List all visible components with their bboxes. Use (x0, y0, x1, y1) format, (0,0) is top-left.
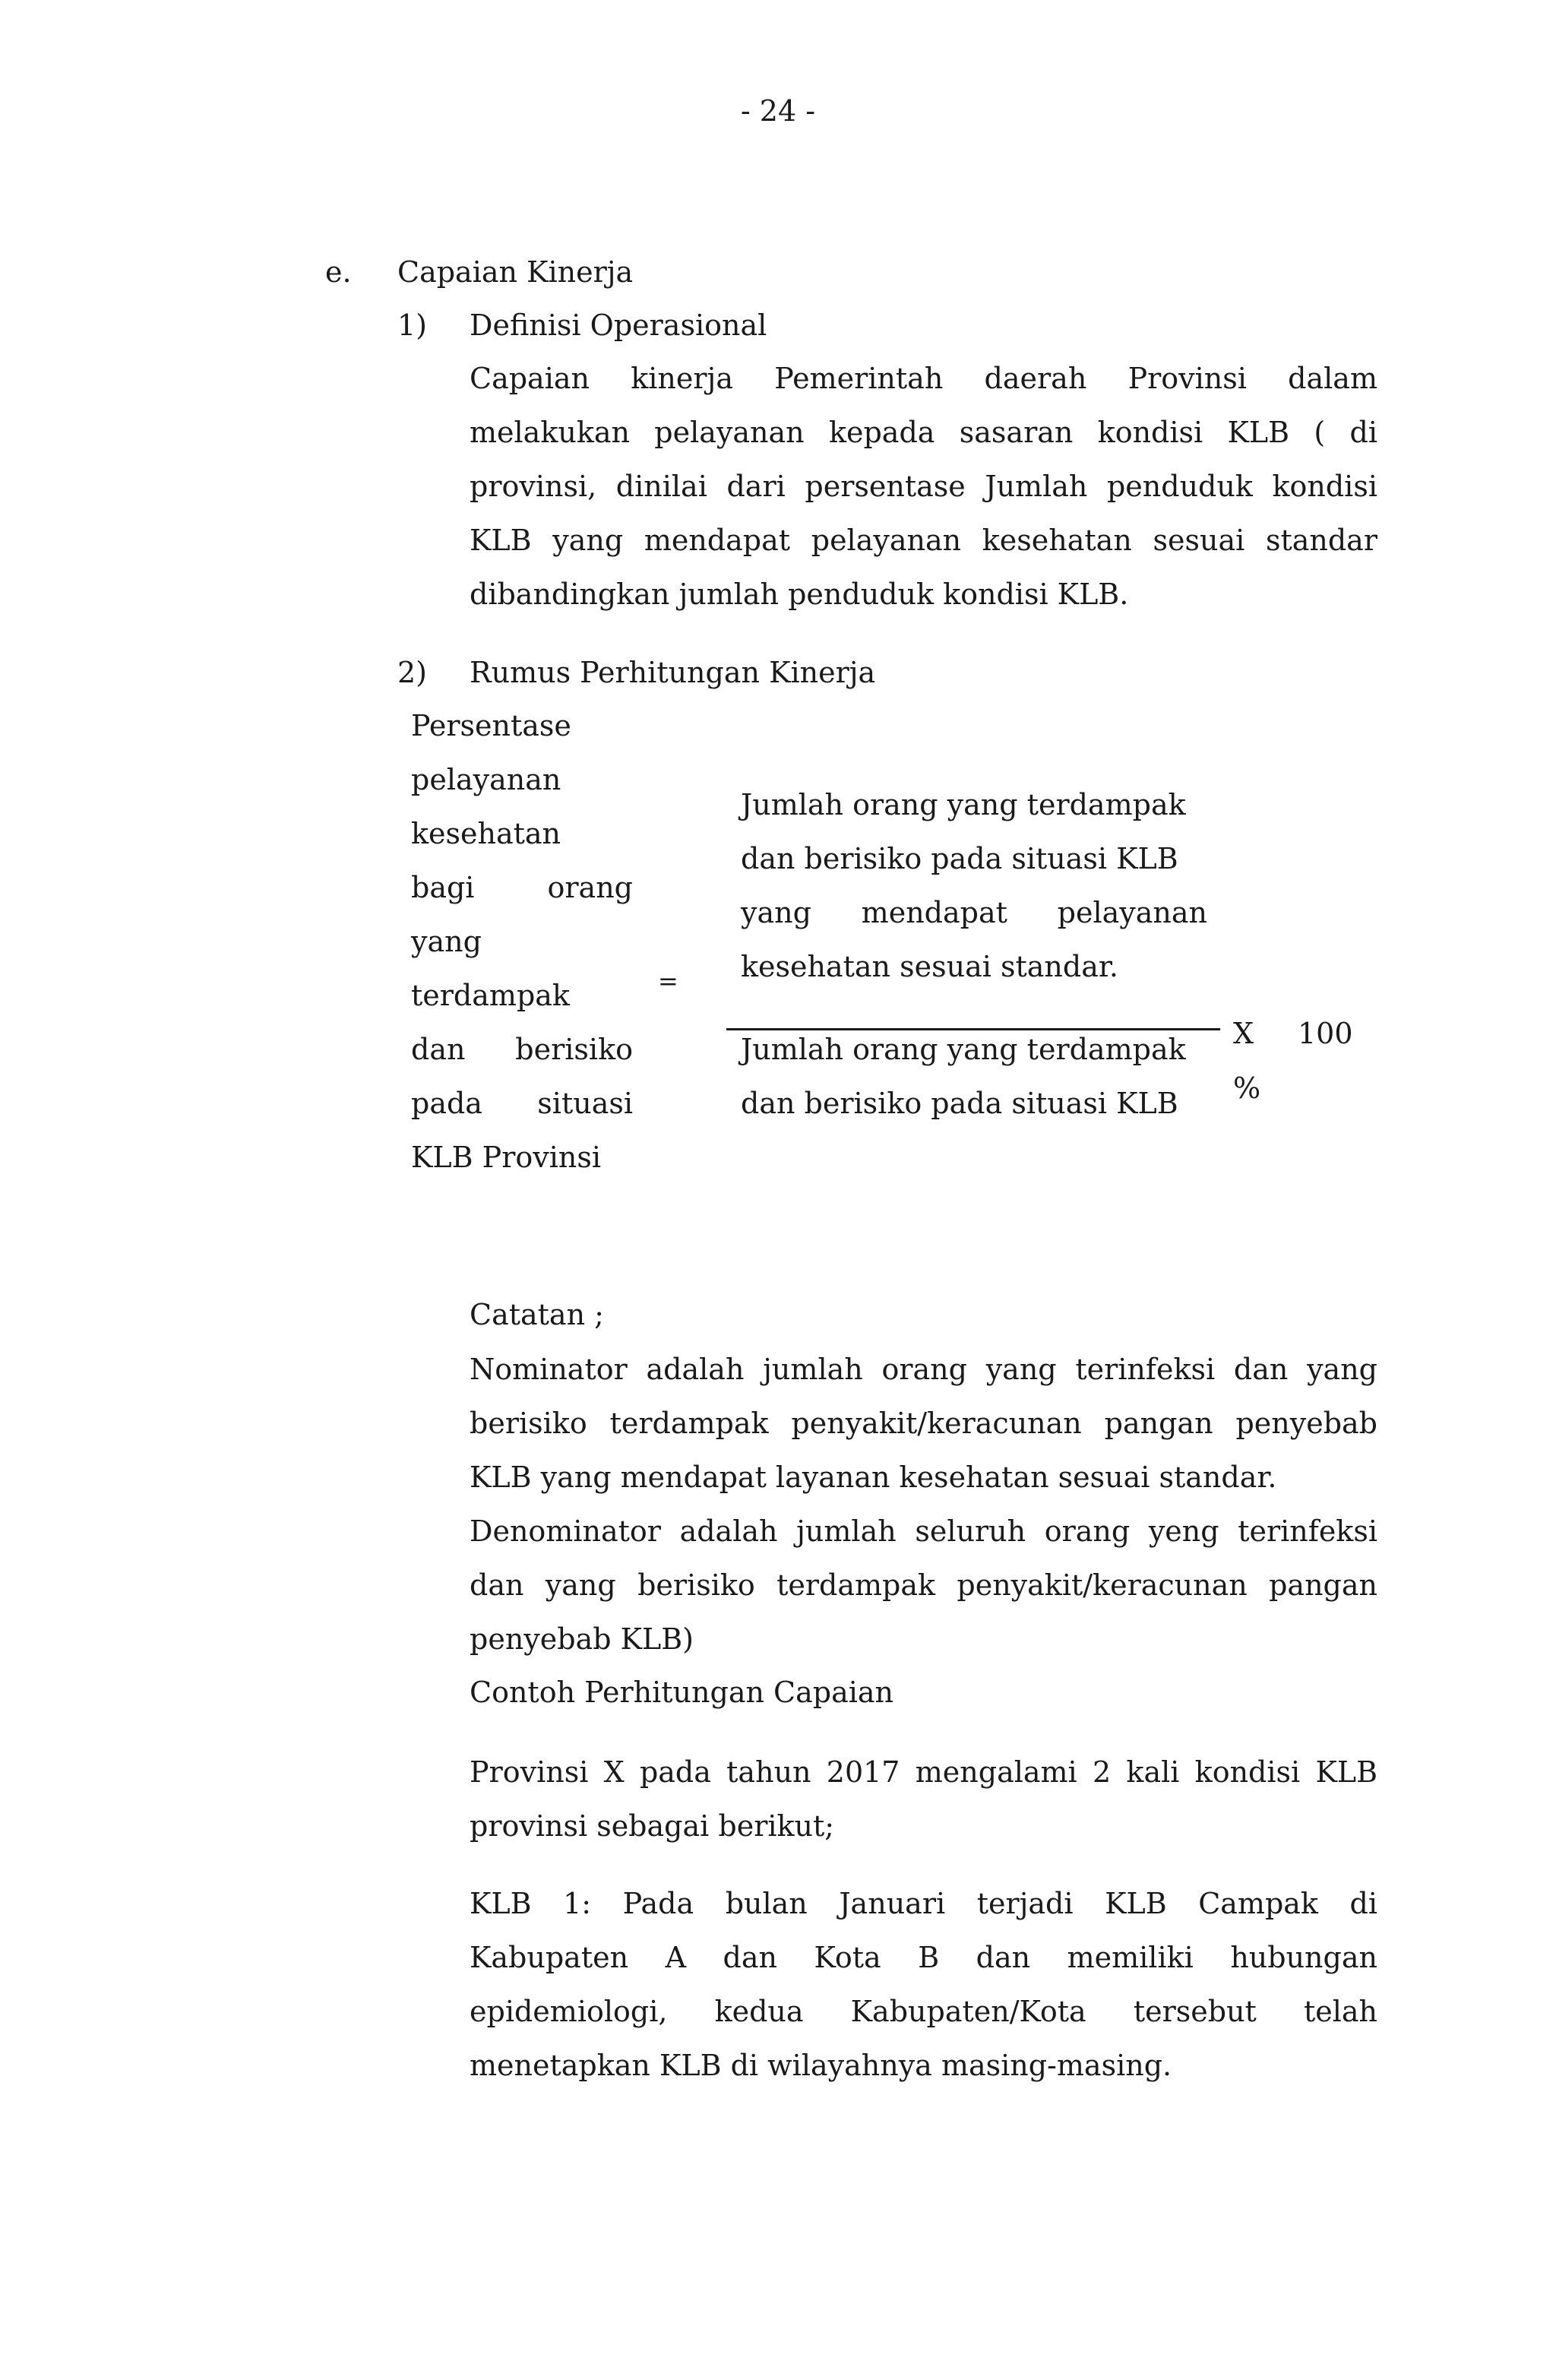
formula-percent: % (1233, 1071, 1261, 1105)
section-title: Capaian Kinerja (397, 255, 634, 289)
example-heading: Contoh Perhitungan Capaian (470, 1676, 894, 1709)
formula-equals: = (658, 967, 678, 995)
formula-left-line: KLB Provinsi (411, 1141, 601, 1174)
definition-line: KLB yang mendapat pelayanan kesehatan sesuai standar (470, 524, 1377, 557)
formula-left-line: kesehatan (411, 817, 561, 850)
item1-title: Definisi Operasional (470, 309, 767, 342)
klb1-line: menetapkan KLB di wilayahnya masing-masing. (470, 2049, 1172, 2082)
klb1-line: KLB 1: Pada bulan Januari terjadi KLB Campak di (470, 1887, 1377, 1920)
nominator-line: KLB yang mendapat layanan kesehatan sesuai standar. (470, 1461, 1277, 1494)
formula-left-line: pada situasi (411, 1087, 633, 1120)
formula-numerator (741, 778, 1207, 994)
example-paragraph (470, 1745, 1377, 1853)
formula-left-label (411, 699, 633, 1185)
klb1-line: Kabupaten A dan Kota B dan memiliki hubungan (470, 1941, 1377, 1974)
definition-line: dibandingkan jumlah penduduk kondisi KLB. (470, 578, 1129, 611)
formula-left-line: bagi orang (411, 871, 633, 904)
example-line: Provinsi X pada tahun 2017 mengalami 2 kali kondisi KLB (470, 1755, 1377, 1789)
item2-marker: 2) (397, 656, 428, 689)
nominator-paragraph (470, 1343, 1377, 1505)
definition-line: Capaian kinerja Pemerintah daerah Provinsi dalam (470, 362, 1377, 395)
formula-left-line: yang (411, 925, 482, 958)
section-marker: e. (325, 255, 352, 289)
formula-multiplier-value: 100 (1298, 1017, 1353, 1050)
denominator-line: Jumlah orang yang terdampak (741, 1033, 1186, 1066)
definition-paragraph (470, 352, 1377, 622)
formula-left-line: dan berisiko (411, 1033, 633, 1066)
denominator-note-line: dan yang berisiko terdampak penyakit/keracunan pangan (470, 1568, 1377, 1602)
item1-marker: 1) (397, 309, 428, 342)
item2-title: Rumus Perhitungan Kinerja (470, 656, 876, 689)
definition-line: provinsi, dinilai dari persentase Jumlah penduduk kondisi (470, 470, 1377, 503)
denominator-note-line: penyebab KLB) (470, 1622, 694, 1656)
formula-denominator (741, 1023, 1207, 1131)
formula-multiplier-x: X (1233, 1017, 1254, 1050)
nominator-line: Nominator adalah jumlah orang yang terinfeksi dan yang (470, 1353, 1377, 1386)
numerator-line: Jumlah orang yang terdampak (741, 788, 1186, 821)
numerator-line: dan berisiko pada situasi KLB (741, 842, 1178, 875)
denominator-line: dan berisiko pada situasi KLB (741, 1087, 1178, 1120)
notes-heading: Catatan ; (470, 1298, 604, 1331)
nominator-line: berisiko terdampak penyakit/keracunan pangan penyebab (470, 1407, 1377, 1440)
denominator-paragraph (470, 1505, 1377, 1666)
example-line: provinsi sebagai berikut; (470, 1809, 835, 1843)
denominator-note-line: Denominator adalah jumlah seluruh orang yeng terinfeksi (470, 1514, 1377, 1548)
numerator-line: kesehatan sesuai standar. (741, 950, 1118, 983)
definition-line: melakukan pelayanan kepada sasaran kondisi KLB ( di (470, 416, 1377, 449)
klb1-paragraph (470, 1877, 1377, 2093)
page-number: - 24 - (740, 94, 816, 128)
klb1-line: epidemiologi, kedua Kabupaten/Kota tersebut telah (470, 1995, 1377, 2028)
formula-left-line: Persentase (411, 709, 571, 742)
numerator-line: yang mendapat pelayanan (741, 896, 1207, 929)
formula-left-line: terdampak (411, 979, 570, 1012)
formula-left-line: pelayanan (411, 763, 561, 796)
